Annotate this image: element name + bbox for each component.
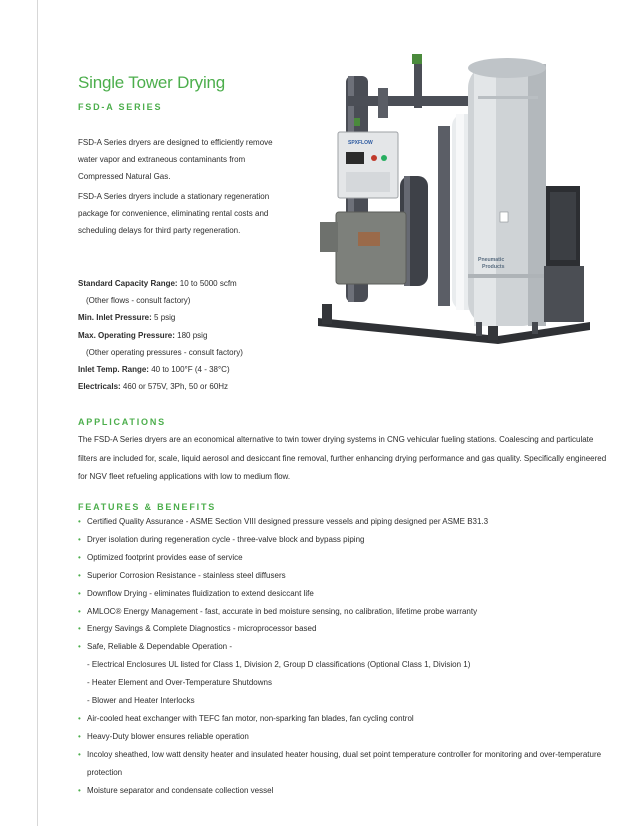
spec-inlet-temp-label: Inlet Temp. Range: [78,365,149,375]
feature-item [78,585,608,603]
spec-capacity-value: 10 to 5000 scfm [177,279,237,288]
applications-text: The FSD-A Series dryers are an economical alternative to twin tower drying systems in CNG vehicular fueling stations. Coalescing and particulate filters are included for, scale, liquid aerosol and desiccant fine removal, further enhancing drying performance and gas quality. Specifically engineered for NGV fleet refueling applications with low to medium flow. [78,435,607,481]
spec-max-operating-note: (Other operating pressures - consult factory) [86,347,243,357]
bullet-icon: • [78,534,81,544]
spec-max-operating [78,327,318,344]
intro-paragraph-2: FSD-A Series dryers include a stationary regeneration package for convenience, eliminating rental costs and scheduling delays for third party regeneration. [78,192,270,236]
spec-electricals-value: 460 or 575V, 3Ph, 50 or 60Hz [120,382,229,392]
feature-item-text: Dryer isolation during regeneration cycle - three-valve block and bypass piping [87,534,365,544]
feature-item [78,710,608,728]
feature-item [78,620,608,638]
feature-item [78,549,608,567]
feature-item-text: Incoloy sheathed, low watt density heater and insulated heater housing, dual set point temperature controller for monitoring and over-temperature protection [87,749,602,777]
spec-min-inlet [78,309,318,326]
spec-electricals [78,378,318,395]
spec-electricals-label: Electricals: [78,382,121,392]
tank-label-line-1: Pneumatic [478,257,505,263]
page-title: Single Tower Drying [78,73,226,92]
bullet-icon: • [78,624,81,634]
feature-item [78,782,608,800]
feature-sub-item: - Heater Element and Over-Temperature Shutdowns [87,678,272,688]
spec-max-operating-label: Max. Operating Pressure: [78,330,175,340]
bullet-icon: • [78,642,81,652]
feature-sub-item: - Blower and Heater Interlocks [87,696,195,706]
feature-item-text: Certified Quality Assurance - ASME Section VIII designed pressure vessels and piping designed per ASME B31.3 [87,517,489,526]
feature-item-text: Superior Corrosion Resistance - stainless steel diffusers [87,570,286,580]
bullet-icon: • [78,552,81,562]
applications-heading: APPLICATIONS [78,417,166,427]
bullet-icon: • [78,785,81,795]
features-heading: FEATURES & BENEFITS [78,502,217,512]
bullet-icon: • [78,749,81,759]
spec-inlet-temp [78,361,318,378]
feature-item [78,728,608,746]
spec-capacity-label: Standard Capacity Range: [78,279,178,288]
panel-brand-text: SPXFLOW [348,140,373,146]
left-margin-rule [37,0,38,826]
feature-item-text: Energy Savings & Complete Diagnostics - microprocessor based [87,624,317,634]
specifications [78,275,318,395]
bullet-icon: • [78,570,81,580]
feature-sub-item: - Electrical Enclosures UL listed for Class 1, Division 2, Group D classifications (Optional Class 1, Division 1) [87,660,471,670]
feature-item-text: Moisture separator and condensate collection vessel [87,785,274,795]
intro-paragraph-1: FSD-A Series dryers are designed to efficiently remove water vapor and extraneous contaminants from Compressed Natural Gas. [78,138,273,182]
spec-capacity [78,275,318,292]
spec-max-operating-value: 180 psig [174,330,208,340]
feature-item-text: AMLOC® Energy Management - fast, accurate in bed moisture sensing, no calibration, lifetime probe warranty [87,606,478,616]
bullet-icon: • [78,606,81,616]
feature-item [78,531,608,549]
feature-item-text: Optimized footprint provides ease of service [87,552,243,562]
feature-item-text: Downflow Drying - eliminates fluidization to extend desiccant life [87,588,314,598]
feature-item [78,513,608,531]
bullet-icon: • [78,731,81,741]
dryer-product-image [318,36,590,346]
spec-inlet-temp-value: 40 to 100°F (4 - 38°C) [148,365,230,375]
bullet-icon: • [78,517,81,526]
feature-item [78,638,608,656]
feature-item-text: Air-cooled heat exchanger with TEFC fan motor, non-sparking fan blades, fan cycling control [87,713,414,723]
feature-item-text: Heavy-Duty blower ensures reliable operation [87,731,249,741]
features-list [78,513,608,800]
tank-label-line-2: Products [482,264,505,270]
spec-min-inlet-label: Min. Inlet Pressure: [78,313,152,323]
feature-item [78,567,608,585]
bullet-icon: • [78,588,81,598]
spec-min-inlet-value: 5 psig [151,313,176,323]
spec-capacity-note: (Other flows - consult factory) [86,296,191,306]
feature-item-text: Safe, Reliable & Dependable Operation - [87,642,232,652]
feature-item [78,746,608,782]
bullet-icon: • [78,713,81,723]
feature-item [78,603,608,621]
series-subtitle: FSD-A SERIES [78,102,163,112]
